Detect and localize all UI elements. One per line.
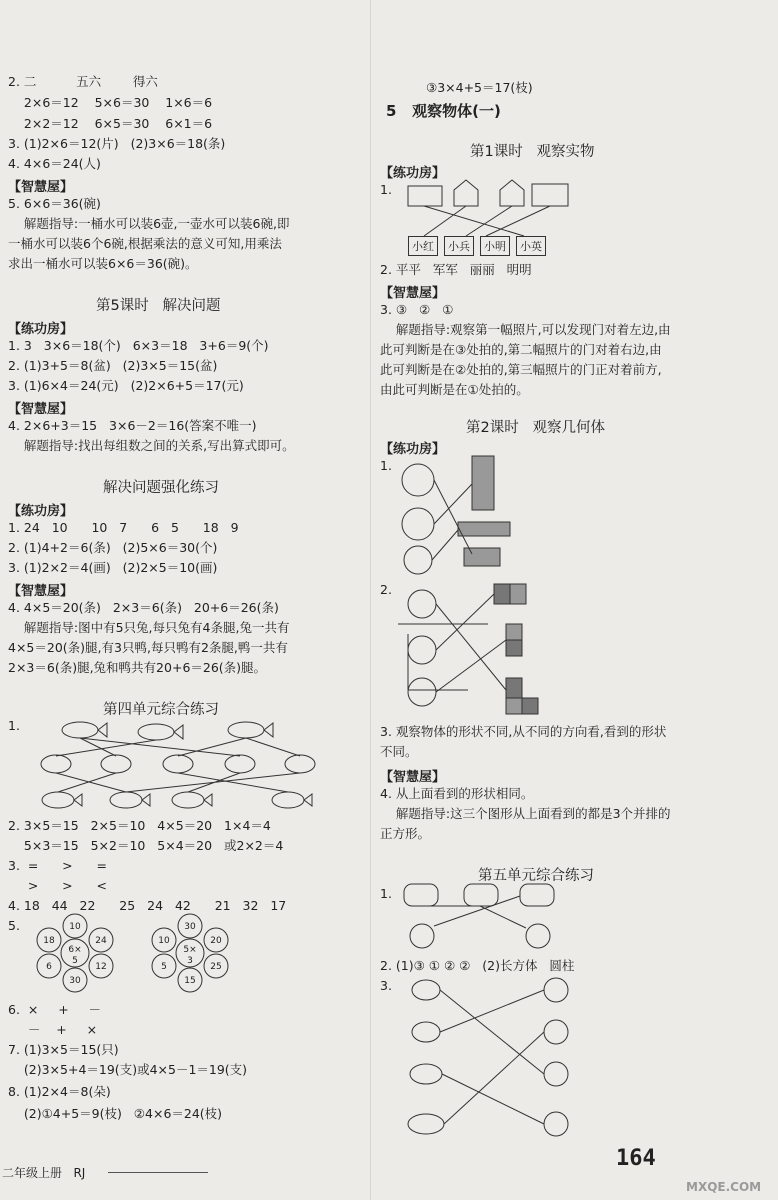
answer-line: 1. — [380, 182, 392, 197]
fish-crab-matching-figure — [18, 716, 358, 816]
face-icon — [544, 1062, 568, 1086]
name-box: 小明 — [480, 236, 510, 256]
petal-value: 15 — [184, 976, 196, 986]
answer-line: 解题指导:找出每组数之间的关系,写出算式即可。 — [8, 438, 295, 453]
petal-value: 10 — [69, 922, 81, 932]
face-icon — [544, 1112, 568, 1136]
number-flower-1 — [28, 912, 123, 994]
answer-line: 解题指导:一桶水可以装6壶,一壶水可以装6碗,即 — [8, 216, 290, 231]
petal-value: 25 — [210, 962, 222, 972]
answer-line: 2. (1)③ ① ② ② (2)长方体 圆柱 — [380, 958, 575, 973]
section-label: 【智慧屋】 — [380, 286, 446, 301]
house-icon — [408, 186, 442, 206]
answer-line: 此可判断是在②处拍的,第三幅照片的门正对着前方, — [380, 362, 662, 377]
face-icon — [410, 924, 434, 948]
answer-line: 5. — [8, 918, 20, 933]
face-icon — [408, 636, 436, 664]
petal-value: 30 — [69, 976, 81, 986]
answer-line: － + × — [8, 1022, 98, 1037]
face-icon — [526, 924, 550, 948]
answer-line: 4×5＝20(条)腿,有3只鸭,每只鸭有2条腿,鸭一共有 — [8, 640, 288, 655]
cup-icon — [464, 884, 498, 906]
lesson-title: 第1课时 观察实物 — [470, 144, 595, 160]
unit-title: 第四单元综合练习 — [103, 702, 219, 718]
number-flower-2 — [143, 912, 238, 994]
answer-line: 1. 24 10 10 7 6 5 18 9 — [8, 520, 239, 535]
answer-line: 4. 从上面看到的形状相同。 — [380, 786, 534, 801]
petal-value: 5 — [161, 962, 167, 972]
answer-line: 一桶水可以装6个6碗,根据乘法的意义可知,用乘法 — [8, 236, 282, 251]
petal-value: 30 — [184, 922, 196, 932]
flower-inner: 5 — [72, 956, 78, 966]
answer-line: 解题指导:观察第一幅照片,可以发现门对着左边,由 — [380, 322, 671, 337]
cup-icon — [520, 884, 554, 906]
teapot-icon — [410, 1064, 442, 1084]
answer-line: 2×6＝12 5×6＝30 1×6＝6 — [8, 95, 213, 110]
answer-line: 1. 3 3×6＝18(个) 6×3＝18 3+6＝9(个) — [8, 338, 269, 353]
answer-line: 2×2＝12 6×5＝30 6×1＝6 — [8, 116, 213, 131]
crab-icon — [225, 755, 255, 773]
lesson-title: 第5课时 解决问题 — [96, 298, 221, 314]
teapot-view-matching — [406, 976, 576, 1144]
face-icon — [544, 978, 568, 1002]
face-icon — [408, 590, 436, 618]
face-icon — [402, 464, 434, 496]
answer-line: 2. — [380, 582, 392, 597]
answer-line: 解题指导:图中有5只兔,每只兔有4条腿,兔一共有 — [8, 620, 290, 635]
flower-center: 5× — [183, 945, 197, 955]
answer-line: 5. 6×6＝36(碗) — [8, 196, 101, 211]
answer-line: 1. — [380, 458, 392, 473]
answer-line: 4. 4×6＝24(人) — [8, 156, 101, 171]
petal-value: 24 — [95, 936, 107, 946]
answer-line: ③3×4+5＝17(枝) — [426, 80, 533, 95]
petal-value: 18 — [43, 936, 55, 946]
fish-icon — [272, 792, 304, 808]
answer-line: 1. — [8, 718, 20, 733]
answer-line: 3. — [380, 978, 392, 993]
answer-line: 2×3＝6(条)腿,兔和鸭共有20+6＝26(条)腿。 — [8, 660, 267, 675]
answer-line: 6. × + － — [8, 1002, 102, 1017]
fish-icon — [138, 724, 174, 740]
section-label: 【练功房】 — [8, 322, 74, 337]
answer-line: 解题指导:这三个图形从上面看到的都是3个并排的 — [380, 806, 671, 821]
answer-line: 不同。 — [380, 744, 418, 759]
cup-icon — [404, 884, 438, 906]
section-label: 【练功房】 — [380, 166, 446, 181]
answer-line: 由此可判断是在①处拍的。 — [380, 382, 529, 397]
teapot-icon — [412, 1022, 440, 1042]
answer-line: 此可判断是在③处拍的,第二幅照片的门对着右边,由 — [380, 342, 662, 357]
crab-icon — [285, 755, 315, 773]
lesson-title: 第2课时 观察几何体 — [466, 420, 606, 436]
answer-line: 3. 观察物体的形状不同,从不同的方向看,看到的形状 — [380, 724, 667, 739]
fish-icon — [62, 722, 98, 738]
chapter-title: 5 观察物体(一) — [386, 102, 501, 120]
lesson-title: 解决问题强化练习 — [103, 480, 219, 496]
name-box: 小红 — [408, 236, 438, 256]
answer-line: 7. (1)3×5＝15(只) — [8, 1042, 119, 1057]
fish-icon — [172, 792, 204, 808]
section-label: 【练功房】 — [8, 504, 74, 519]
answer-line: 求出一桶水可以装6×6＝36(碗)。 — [8, 256, 198, 271]
section-label: 【智慧屋】 — [8, 584, 74, 599]
answer-line: 2. 平平 军军 丽丽 明明 — [380, 262, 532, 277]
answer-line: 1. — [380, 886, 392, 901]
column-divider — [370, 0, 371, 1200]
flower-inner: 3 — [187, 956, 193, 966]
crab-icon — [41, 755, 71, 773]
section-label: 【智慧屋】 — [380, 770, 446, 785]
answer-line: 2. (1)3+5＝8(盆) (2)3×5＝15(盆) — [8, 358, 218, 373]
flower-center: 6× — [68, 945, 82, 955]
answer-line: 4. 18 44 22 25 24 42 21 32 17 — [8, 898, 287, 913]
solid-view-matching-2 — [398, 580, 568, 720]
crab-icon — [101, 755, 131, 773]
answer-line: 正方形。 — [380, 826, 431, 841]
fish-icon — [110, 792, 142, 808]
face-icon — [404, 546, 432, 574]
petal-value: 12 — [95, 962, 107, 972]
house-icon — [454, 180, 478, 206]
answer-line: (2)3×5+4＝19(支)或4×5－1＝19(支) — [8, 1062, 248, 1077]
solid-view-matching-1 — [398, 454, 548, 576]
footer-grade: 二年级上册 RJ — [2, 1166, 86, 1180]
answer-line: 3. (1)2×2＝4(画) (2)2×5＝10(画) — [8, 560, 218, 575]
section-label: 【练功房】 — [380, 442, 446, 457]
answer-line: 4. 4×5＝20(条) 2×3＝6(条) 20+6＝26(条) — [8, 600, 279, 615]
name-row — [408, 236, 558, 256]
answer-line: 3. ③ ② ① — [380, 302, 454, 317]
petal-value: 20 — [210, 936, 222, 946]
petal-value: 10 — [158, 936, 170, 946]
watermark-text: MXQE.COM — [686, 1180, 762, 1194]
answer-line: 2. (1)4+2＝6(条) (2)5×6＝30(个) — [8, 540, 218, 555]
name-box: 小英 — [516, 236, 546, 256]
footer-rule — [108, 1172, 208, 1173]
fish-icon — [228, 722, 264, 738]
face-icon — [402, 508, 434, 540]
teapot-icon — [408, 1114, 444, 1134]
petal-value: 6 — [46, 962, 52, 972]
teapot-icon — [412, 980, 440, 1000]
answer-line: > > < — [8, 878, 107, 893]
face-icon — [408, 678, 436, 706]
house-icon — [500, 180, 524, 206]
answer-line: 3. (1)6×4＝24(元) (2)2×6+5＝17(元) — [8, 378, 244, 393]
unit-title: 第五单元综合练习 — [478, 868, 594, 884]
section-label: 【智慧屋】 — [8, 402, 74, 417]
crab-icon — [163, 755, 193, 773]
answer-line: 5×3＝15 5×2＝10 5×4＝20 或2×2＝4 — [8, 838, 284, 853]
answer-line: 4. 2×6+3＝15 3×6－2＝16(答案不唯一) — [8, 418, 257, 433]
answer-line: 2. 二 五六 得六 — [8, 74, 158, 89]
fish-icon — [42, 792, 74, 808]
face-icon — [544, 1020, 568, 1044]
answer-line: 3. (1)2×6＝12(片) (2)3×6＝18(条) — [8, 136, 226, 151]
name-box: 小兵 — [444, 236, 474, 256]
answer-line: (2)①4+5＝9(枝) ②4×6＝24(枝) — [8, 1106, 223, 1121]
answer-line: 8. (1)2×4＝8(朵) — [8, 1084, 111, 1099]
house-icon — [532, 184, 568, 206]
section-label: 【智慧屋】 — [8, 180, 74, 195]
page-number: 164 — [616, 1146, 656, 1171]
answer-line: 3. = > = — [8, 858, 107, 873]
answer-line: 2. 3×5＝15 2×5＝10 4×5＝20 1×4＝4 — [8, 818, 271, 833]
cup-view-matching — [400, 880, 560, 952]
